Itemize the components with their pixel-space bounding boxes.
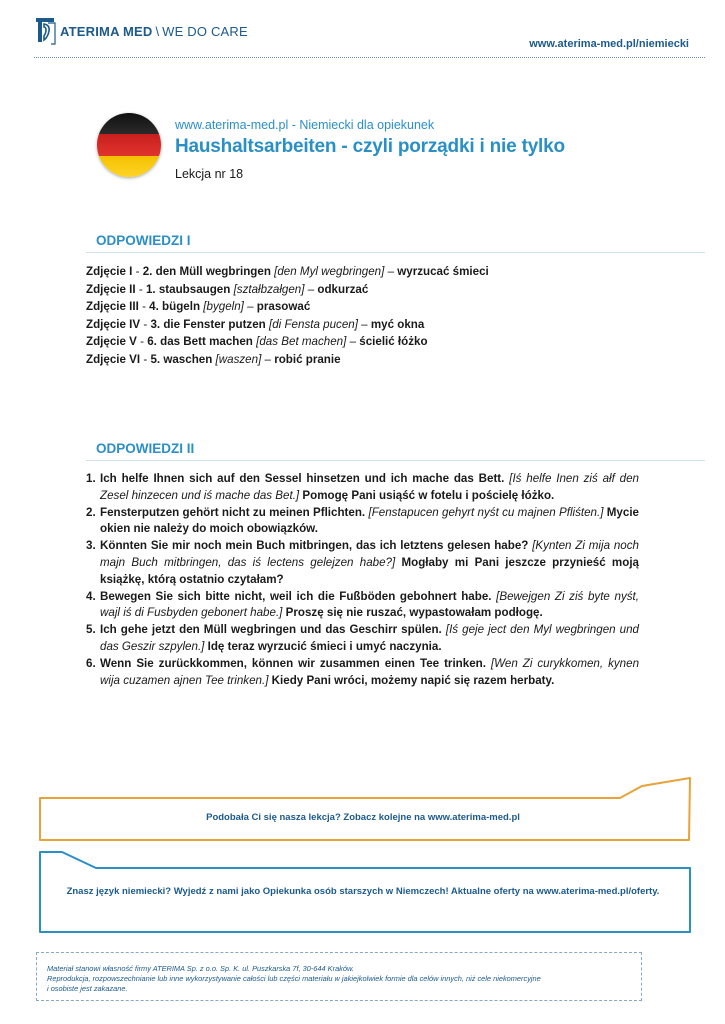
answer-1-item: Zdjęcie III - 4. bügeln [bygeln] – prasować [86, 300, 311, 314]
copyright-line: Materiał stanowi własność firmy ATERIMA Sp. z o.o. Sp. K. ul. Puszkarska 7f, 30-644 Kraków. [47, 964, 354, 973]
brand-tagline: WE DO CARE [162, 23, 248, 39]
section-heading-text: ODPOWIEDZI II [96, 441, 195, 456]
answer-2-item: 5. Ich gehe jetzt den Müll wegbringen und das Geschirr spülen. [Iś geje ject den Myl wegbringen und das Geszir szpylen.] Idę teraz wyrzucić śmieci i umyć naczynia. [86, 623, 639, 653]
answer-1-item: Zdjęcie II - 1. staubsaugen [ształbzałgen] – odkurzać [86, 282, 369, 296]
header-url-link[interactable]: www.aterima-med.pl/niemiecki [529, 38, 689, 50]
page-header [0, 0, 725, 60]
brand-separator: \ [155, 23, 160, 39]
answer-1-item: Zdjęcie VI - 5. waschen [waszen] – robić pranie [86, 352, 341, 366]
answer-1-item: Zdjęcie I - 2. den Müll wegbringen [den Myl wegbringen] – wyrzucać śmieci [86, 265, 489, 278]
brand-logo[interactable] [34, 14, 248, 48]
answers-1-list [86, 263, 489, 369]
answer-1-item: Zdjęcie IV - 3. die Fenster putzen [di Fensta pucen] – myć okna [86, 317, 425, 331]
promo-offers-link[interactable]: Znasz język niemiecki? Wyjedź z nami jako Opiekunka osób starszych w Niemczech! Aktualne oferty na www.aterima-med.pl/oferty. [66, 886, 660, 897]
answer-1-item: Zdjęcie V - 6. das Bett machen [das Bet machen] – ścielić łóżko [86, 335, 428, 349]
answer-2-item: 1. Ich helfe Ihnen sich auf den Sessel hinsetzen und ich mache das Bett. [Iś helfe Inen ziś ałf den Zesel hinzecen und iś mache das Bet.] Pomogę Pani usiąść w fotelu i pościelę łóżko. [86, 472, 639, 502]
header-divider [34, 57, 705, 58]
lesson-subtitle: www.aterima-med.pl - Niemiecki dla opiekunek [175, 118, 435, 132]
copyright-line: Reprodukcja, rozpowszechnianie lub inne wykorzystywanie całości lub części materiału w jakiejkolwiek formie dla celów innych, niż cele niekomercyjne [47, 974, 541, 984]
logo-icon [34, 16, 56, 46]
answer-2-item: 2. Fensterputzen gehört nicht zu meinen Pflichten. [Fenstapucen gehyrt nyśt cu majnen Pfliśten.] Mycie okien nie należy do moich obowiązków. [86, 505, 639, 536]
promo-lessons-link[interactable]: Podobała Ci się nasza lekcja? Zobacz kolejne na www.aterima-med.pl [206, 812, 520, 823]
copyright-line: i osobiste jest zakazane. [47, 984, 128, 994]
answer-2-item: 6. Wenn Sie zurückkommen, können wir zusammen einen Tee trinken. [Wen Zi curykkomen, kynen wija cuzamen ajnen Tee trinken.] Kiedy Pani wróci, możemy napić się razem herbaty. [86, 656, 640, 687]
answer-2-item: 4. Bewegen Sie sich bitte nicht, weil ich die Fußböden gebohnert habe. [Bewejgen Zi ziś byte nyśt, wajl iś di Fusbyden gebonert habe.] Proszę się nie ruszać, wypastowałam podłogę. [86, 589, 639, 620]
answers-2-list [86, 471, 639, 689]
copyright-footer [36, 952, 642, 1001]
german-flag-icon [97, 113, 161, 177]
section-heading-answers-1 [86, 233, 705, 253]
promo-box-lessons [0, 776, 725, 842]
brand-name: ATERIMA MED [60, 23, 153, 39]
section-heading-text: ODPOWIEDZI I [96, 233, 191, 248]
section-heading-answers-2 [86, 441, 705, 461]
answer-2-item: 3. Könnten Sie mir noch mein Buch mitbringen, das ich letztens gelesen habe? [Kynten Zi mija noch majn Buch mitbringen, das iś lectens gelejzen habe?] Mogłaby mi Pani jeszcze przynieść moją książkę, którą ostatnio czytałam? [86, 539, 639, 586]
lesson-number: Lekcja nr 18 [175, 167, 244, 181]
lesson-title: Haushaltsarbeiten - czyli porządki i nie tylko [175, 136, 565, 157]
